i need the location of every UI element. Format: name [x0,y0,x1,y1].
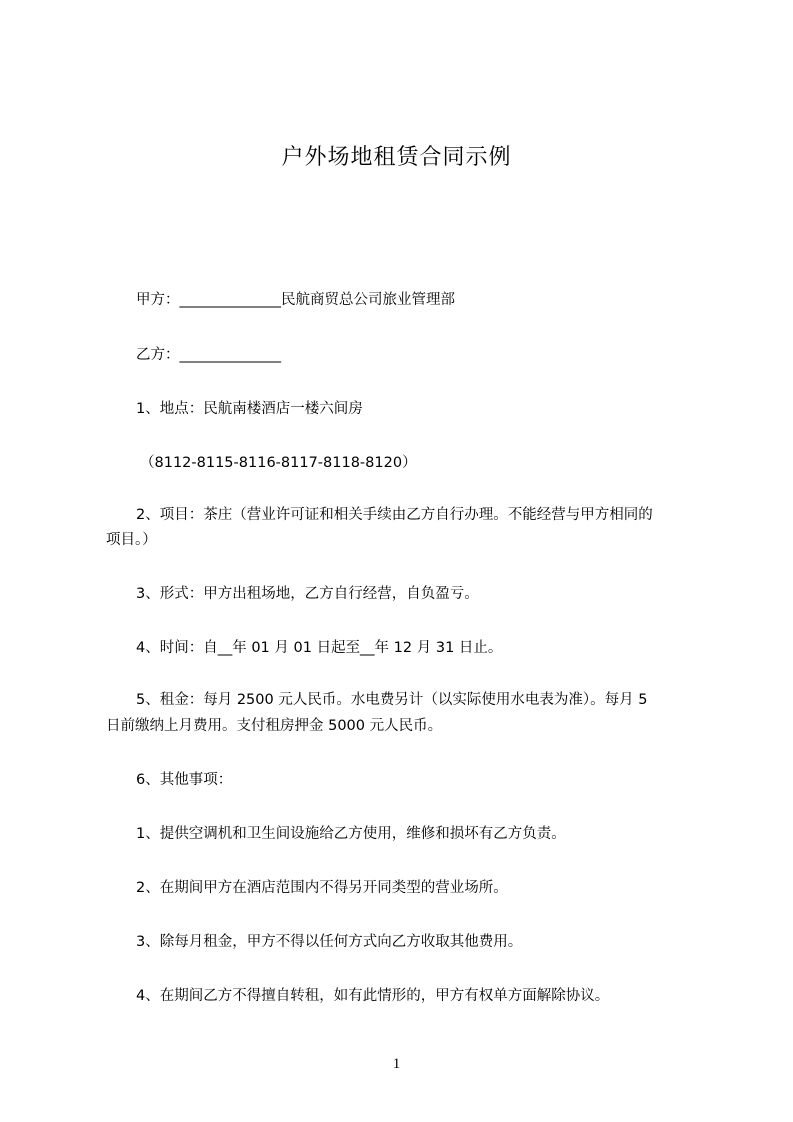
clause-rent: 5、租金：每月 2500 元人民币。水电费另计（以实际使用水电表为准）。每月 5 [136,692,648,708]
room-numbers: （8112-8115-8116-8117-8118-8120） [140,455,417,471]
party-a-line: 甲方：______________民航商贸总公司旅业管理部 [136,292,455,308]
other-item-3: 3、除每月租金，甲方不得以任何方式向乙方收取其他费用。 [136,934,523,950]
other-item-4: 4、在期间乙方不得擅自转租，如有此情形的，甲方有权单方面解除协议。 [136,988,610,1004]
party-b-line: 乙方：______________ [136,347,281,363]
other-item-2: 2、在期间甲方在酒店范围内不得另开同类型的营业场所。 [136,880,508,896]
clause-other-heading: 6、其他事项： [136,772,233,788]
document-title: 户外场地租赁合同示例 [281,145,512,170]
clause-term: 4、时间：自__年 01 月 01 日起至__年 12 月 31 日止。 [136,640,503,656]
clause-rent-continued: 日前缴纳上月费用。支付租房押金 5000 元人民币。 [106,718,443,734]
clause-project: 2、项目：茶庄（营业许可证和相关手续由乙方自行办理。不能经营与甲方相同的 [136,507,653,523]
clause-form: 3、形式：甲方出租场地，乙方自行经营，自负盈亏。 [136,586,479,602]
page-number: 1 [392,1056,401,1072]
other-item-1: 1、提供空调机和卫生间设施给乙方使用，维修和损坏有乙方负责。 [136,826,566,842]
clause-project-continued: 项目。） [106,532,157,548]
clause-location: 1、地点：民航南楼酒店一楼六间房 [136,401,363,417]
